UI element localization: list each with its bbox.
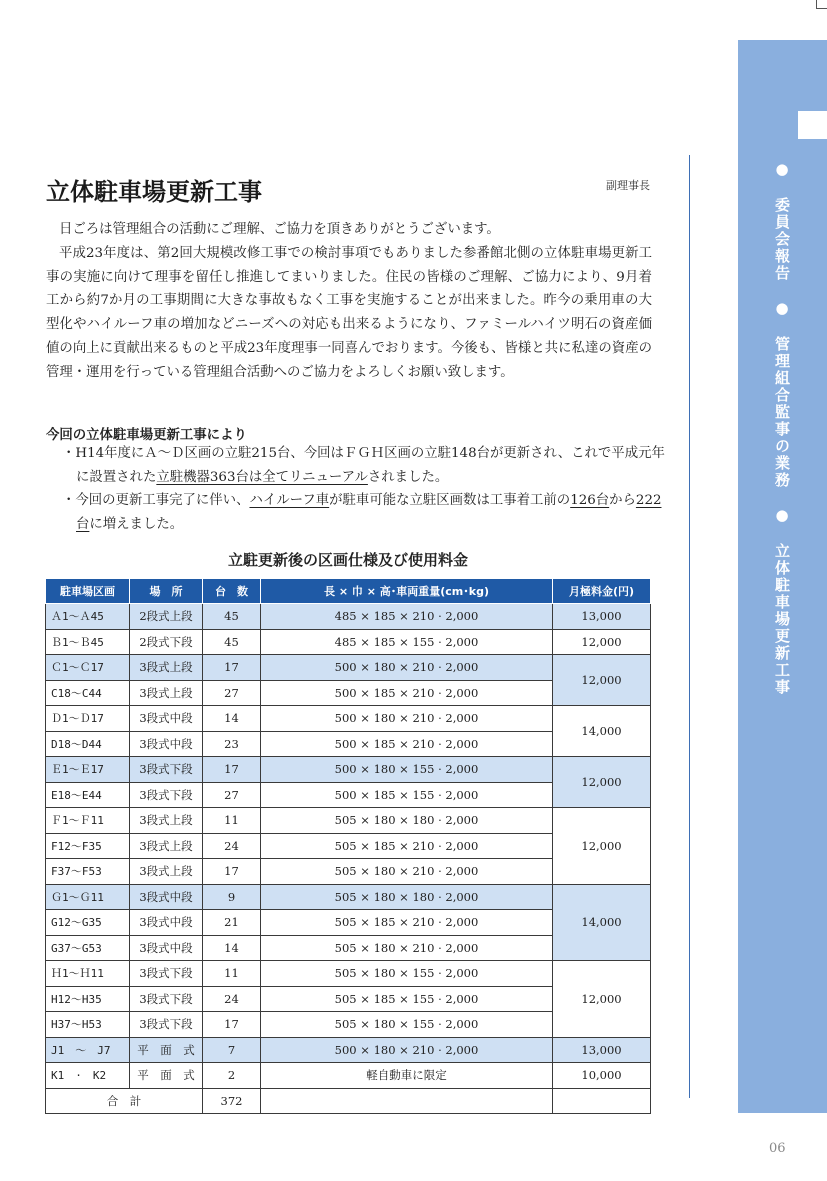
cell-count: 24 <box>203 833 261 859</box>
cell-fee: 12,000 <box>553 757 651 808</box>
cell-spec: 500 × 185 × 155 · 2,000 <box>261 782 553 808</box>
cell-place: 3段式下段 <box>130 757 203 783</box>
cell-place: 平 面 式 <box>130 1037 203 1063</box>
cell-count: 23 <box>203 731 261 757</box>
cell-section: E18～E44 <box>46 782 130 808</box>
header-count: 台 数 <box>203 579 261 604</box>
author-role: 副理事長 <box>606 179 650 192</box>
cell-spec: 485 × 185 × 155 · 2,000 <box>261 629 553 655</box>
sidebar-tab-notch <box>738 111 798 139</box>
cell-count: 24 <box>203 986 261 1012</box>
table-row <box>46 1063 651 1089</box>
cell-spec: 505 × 185 × 155 · 2,000 <box>261 986 553 1012</box>
cell-count: 17 <box>203 655 261 681</box>
sidebar-section-labels <box>738 160 827 1060</box>
cell-section: Ｂ1～Ｂ45 <box>46 629 130 655</box>
cell-count: 14 <box>203 935 261 961</box>
cell-spec: 505 × 180 × 180 · 2,000 <box>261 808 553 834</box>
cell-place: 3段式上段 <box>130 833 203 859</box>
cell-place: 3段式中段 <box>130 910 203 936</box>
cell-section: H12～H35 <box>46 986 130 1012</box>
header-fee: 月極料金(円) <box>553 579 651 604</box>
bullet-2-text: ・今回の更新工事完了に伴い、 <box>62 493 250 508</box>
cell-fee: 12,000 <box>553 961 651 1038</box>
bullet-2-highroof: ハイルーフ車 <box>249 493 330 508</box>
cell-fee: 13,000 <box>553 1037 651 1063</box>
cell-spec: 軽自動車に限定 <box>261 1063 553 1089</box>
cell-spec: 505 × 185 × 210 · 2,000 <box>261 833 553 859</box>
table-row <box>46 961 651 987</box>
bullet-item-1 <box>62 442 668 489</box>
cell-section: D18～D44 <box>46 731 130 757</box>
cell-place: 3段式中段 <box>130 706 203 732</box>
sidebar-label-text: ● 委員会報告 ● 管理組合監事の業務 ● 立体駐車場更新工事 <box>773 160 791 696</box>
cell-section: J1 ～ J7 <box>46 1037 130 1063</box>
cell-count: 45 <box>203 629 261 655</box>
cell-spec: 505 × 180 × 155 · 2,000 <box>261 1012 553 1038</box>
bullet-2-text-b: が駐車可能な立駐区画数は工事着工前の <box>329 493 571 508</box>
cell-fee: 14,000 <box>553 884 651 961</box>
cell-spec: 500 × 180 × 210 · 2,000 <box>261 1037 553 1063</box>
total-fee-empty <box>553 1088 651 1114</box>
cell-place: 3段式下段 <box>130 782 203 808</box>
bullet-2-text-c: から <box>609 493 636 508</box>
cell-count: 21 <box>203 910 261 936</box>
cell-spec: 500 × 185 × 210 · 2,000 <box>261 731 553 757</box>
cell-spec: 500 × 180 × 155 · 2,000 <box>261 757 553 783</box>
bullet-1-text: ・H14年度にＡ～Ｄ区画の立駐215台、今回はＦＧＨ区画の立駐148台が更新され、これで平成元年に設置された <box>62 446 665 485</box>
cell-count: 27 <box>203 782 261 808</box>
bullet-1-highlight: 立駐機器363台は全てリニューアル <box>156 469 368 485</box>
cell-section: G12～G35 <box>46 910 130 936</box>
cell-section: Ｈ1～Ｈ11 <box>46 961 130 987</box>
cell-place: 3段式中段 <box>130 884 203 910</box>
cell-section: Ｃ1～Ｃ17 <box>46 655 130 681</box>
cell-section: Ｇ1～Ｇ11 <box>46 884 130 910</box>
cell-place: 2段式下段 <box>130 629 203 655</box>
table-row <box>46 604 651 630</box>
cell-fee: 10,000 <box>553 1063 651 1089</box>
header-place: 場 所 <box>130 579 203 604</box>
cell-count: 27 <box>203 680 261 706</box>
table-total-row <box>46 1088 651 1114</box>
cell-fee: 13,000 <box>553 604 651 630</box>
table-row <box>46 1037 651 1063</box>
table-row <box>46 629 651 655</box>
cell-place: 3段式下段 <box>130 986 203 1012</box>
cell-section: G37～G53 <box>46 935 130 961</box>
subheading: 今回の立体駐車場更新工事により <box>46 427 247 443</box>
bullet-2-before-count: 126台 <box>570 493 610 508</box>
cell-section: F37～F53 <box>46 859 130 885</box>
cell-place: 3段式下段 <box>130 1012 203 1038</box>
cell-place: 3段式上段 <box>130 808 203 834</box>
cell-count: 45 <box>203 604 261 630</box>
total-count: 372 <box>203 1088 261 1114</box>
cell-spec: 500 × 180 × 210 · 2,000 <box>261 706 553 732</box>
bullet-item-2 <box>62 489 668 536</box>
table-row <box>46 706 651 732</box>
table-header-row <box>46 579 651 604</box>
cell-count: 14 <box>203 706 261 732</box>
table-row <box>46 757 651 783</box>
cell-place: 3段式上段 <box>130 655 203 681</box>
cell-section: Ｅ1～Ｅ17 <box>46 757 130 783</box>
sidebar-tab-top <box>738 40 827 111</box>
cell-place: 3段式中段 <box>130 731 203 757</box>
cell-count: 11 <box>203 808 261 834</box>
cell-section: F12～F35 <box>46 833 130 859</box>
bullet-2-after-count: 222台 <box>76 493 662 532</box>
table-caption: 立駐更新後の区画仕様及び使用料金 <box>227 551 468 569</box>
cell-spec: 505 × 180 × 210 · 2,000 <box>261 859 553 885</box>
cell-spec: 500 × 185 × 210 · 2,000 <box>261 680 553 706</box>
cell-place: 3段式上段 <box>130 859 203 885</box>
cell-fee: 12,000 <box>553 655 651 706</box>
cell-spec: 500 × 180 × 210 · 2,000 <box>261 655 553 681</box>
page-number: 06 <box>769 1141 786 1156</box>
intro-text <box>46 218 652 385</box>
cell-spec: 485 × 185 × 210 · 2,000 <box>261 604 553 630</box>
cell-fee: 12,000 <box>553 808 651 885</box>
vertical-rule <box>689 155 690 1098</box>
cell-place: 3段式中段 <box>130 935 203 961</box>
cell-fee: 14,000 <box>553 706 651 757</box>
cell-count: 17 <box>203 1012 261 1038</box>
cell-spec: 505 × 180 × 210 · 2,000 <box>261 935 553 961</box>
cell-place: 2段式上段 <box>130 604 203 630</box>
cell-spec: 505 × 180 × 180 · 2,000 <box>261 884 553 910</box>
cell-spec: 505 × 185 × 210 · 2,000 <box>261 910 553 936</box>
cell-place: 3段式上段 <box>130 680 203 706</box>
article-title: 立体駐車場更新工事 <box>46 177 262 206</box>
parking-spec-table <box>45 578 651 1114</box>
cell-count: 17 <box>203 757 261 783</box>
table-body <box>46 604 651 1114</box>
cell-count: 7 <box>203 1037 261 1063</box>
cell-count: 17 <box>203 859 261 885</box>
table-row <box>46 808 651 834</box>
cell-section: Ｄ1～Ｄ17 <box>46 706 130 732</box>
crop-mark <box>816 0 827 9</box>
intro-paragraph-2: 平成23年度は、第2回大規模改修工事での検討事項でもありました参番館北側の立体駐車場更新工事の実施に向けて理事を留任し推進してまいりました。住民の皆様のご理解、ご協力により、9月着工から約7か月の工事期間に大きな事故もなく工事を実施することが出来ました。昨今の乗用車の大型化やハイルーフ車の増加などニーズへの対応も出来るようになり、ファミールハイツ明石の資産価値の向上に貢献出来るものと平成23年度理事一同喜んでおります。今後も、皆様と共に私達の資産の管理・運用を行っている管理組合活動へのご協力をよろしくお願い致します。 <box>46 245 652 380</box>
cell-section: H37～H53 <box>46 1012 130 1038</box>
cell-spec: 505 × 180 × 155 · 2,000 <box>261 961 553 987</box>
cell-place: 平 面 式 <box>130 1063 203 1089</box>
header-section: 駐車場区画 <box>46 579 130 604</box>
cell-count: 2 <box>203 1063 261 1089</box>
total-label: 合 計 <box>46 1088 203 1114</box>
bullet-2-text-d: に増えました。 <box>89 516 184 532</box>
cell-count: 9 <box>203 884 261 910</box>
total-spec-empty <box>261 1088 553 1114</box>
header-spec: 長 × 巾 × 高･車両重量(cm･kg) <box>261 579 553 604</box>
cell-section: Ｆ1～Ｆ11 <box>46 808 130 834</box>
table-row <box>46 884 651 910</box>
cell-count: 11 <box>203 961 261 987</box>
cell-section: Ａ1～Ａ45 <box>46 604 130 630</box>
cell-place: 3段式下段 <box>130 961 203 987</box>
bullet-1-tail: されました。 <box>367 469 449 485</box>
intro-paragraph-1: 日ごろは管理組合の活動にご理解、ご協力を頂きありがとうございます。 <box>59 222 500 237</box>
cell-section: C18～C44 <box>46 680 130 706</box>
cell-section: K1 · K2 <box>46 1063 130 1089</box>
cell-fee: 12,000 <box>553 629 651 655</box>
table-row <box>46 655 651 681</box>
